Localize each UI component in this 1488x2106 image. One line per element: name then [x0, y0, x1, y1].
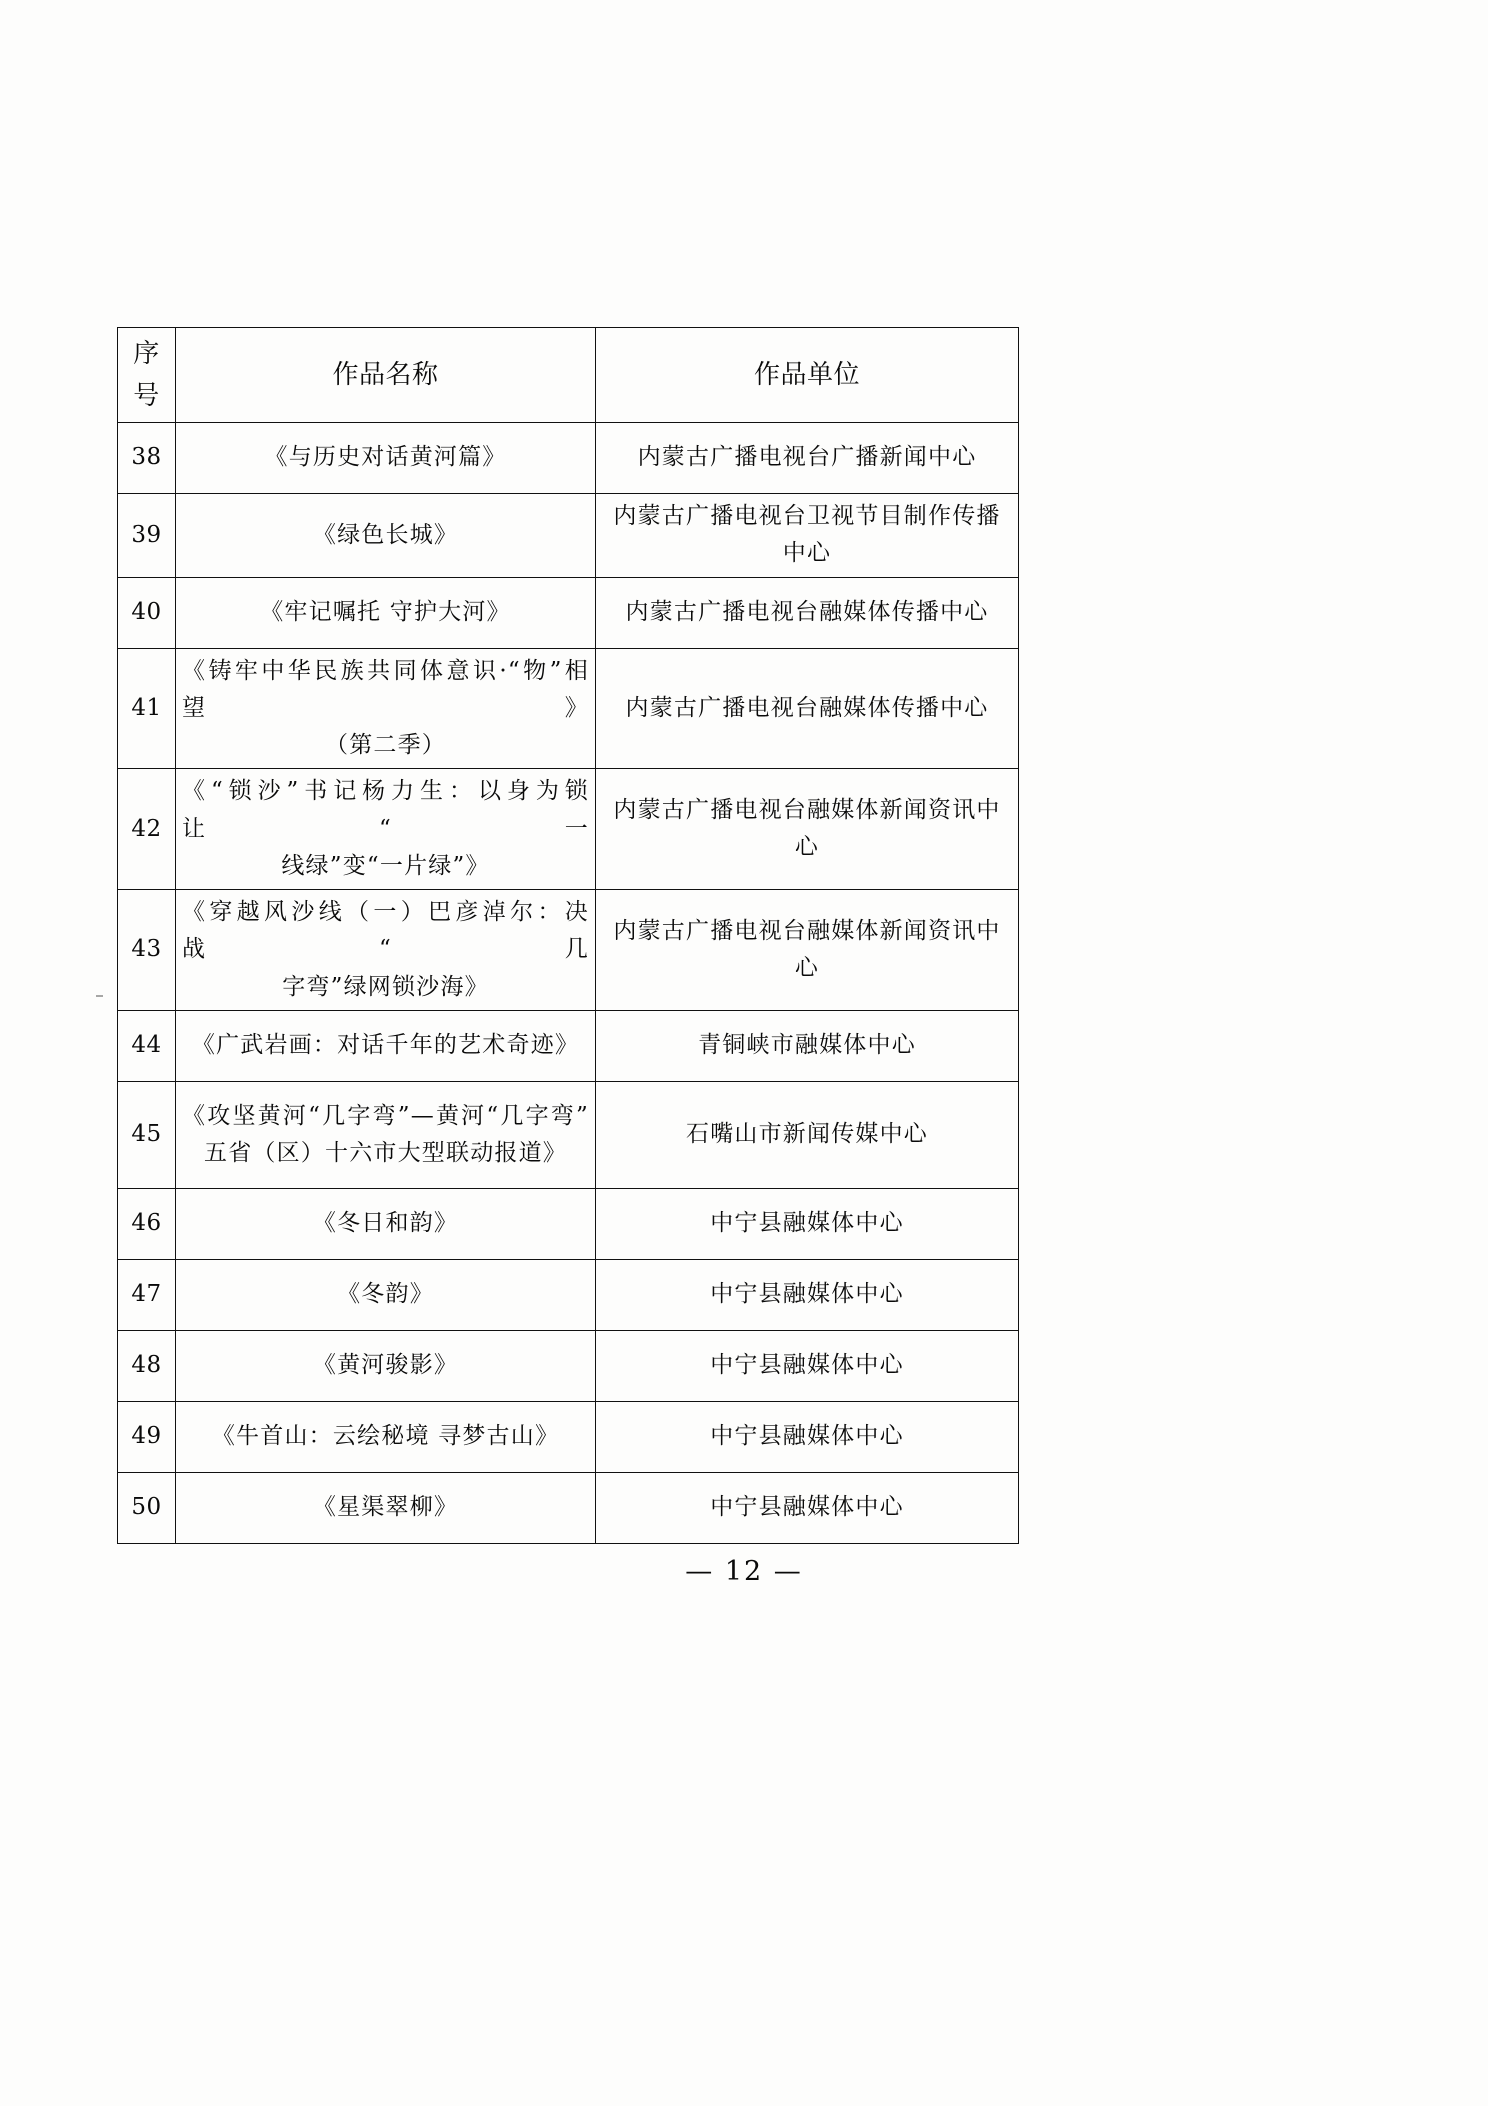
table-row	[118, 1081, 1019, 1188]
title-line-group	[182, 653, 589, 765]
table-row	[118, 1401, 1019, 1472]
cell-work-title: 《黄河骏影》	[176, 1330, 596, 1401]
awards-table-container	[117, 327, 1018, 1544]
cell-index: 40	[118, 577, 176, 648]
title-line: 《铸牢中华民族共同体意识·“物”相望》	[182, 657, 589, 721]
cell-work-title: 《绿色长城》	[176, 494, 596, 578]
cell-work-unit: 中宁县融媒体中心	[596, 1472, 1019, 1543]
table-row	[118, 1330, 1019, 1401]
cell-index: 49	[118, 1401, 176, 1472]
cell-work-unit: 中宁县融媒体中心	[596, 1188, 1019, 1259]
table-header	[118, 328, 1019, 423]
cell-work-title: 《广武岩画：对话千年的艺术奇迹》	[176, 1010, 596, 1081]
table-row	[118, 648, 1019, 769]
cell-work-title: 《冬韵》	[176, 1259, 596, 1330]
table-header-row	[118, 328, 1019, 423]
cell-work-unit: 中宁县融媒体中心	[596, 1401, 1019, 1472]
cell-index: 47	[118, 1259, 176, 1330]
cell-work-title: 《牛首山：云绘秘境 寻梦古山》	[176, 1401, 596, 1472]
scan-artifact	[96, 995, 103, 997]
cell-work-unit: 内蒙古广播电视台融媒体传播中心	[596, 648, 1019, 769]
title-line: 线绿”变“一片绿”》	[281, 852, 490, 879]
table-row	[118, 1010, 1019, 1081]
cell-work-title: 《星渠翠柳》	[176, 1472, 596, 1543]
table-row	[118, 577, 1019, 648]
cell-index: 44	[118, 1010, 176, 1081]
column-header-index: 序号	[118, 328, 176, 423]
cell-work-unit: 中宁县融媒体中心	[596, 1259, 1019, 1330]
cell-index: 46	[118, 1188, 176, 1259]
table-row	[118, 423, 1019, 494]
cell-work-unit: 内蒙古广播电视台融媒体新闻资讯中心	[596, 890, 1019, 1011]
table-row	[118, 769, 1019, 890]
page-footer	[0, 1556, 1488, 1587]
title-line-group	[182, 1098, 589, 1173]
cell-index: 48	[118, 1330, 176, 1401]
cell-work-unit: 内蒙古广播电视台融媒体传播中心	[596, 577, 1019, 648]
cell-work-title: 《与历史对话黄河篇》	[176, 423, 596, 494]
table-row	[118, 890, 1019, 1011]
column-header-unit: 作品单位	[596, 328, 1019, 423]
cell-work-unit: 青铜峡市融媒体中心	[596, 1010, 1019, 1081]
cell-index: 39	[118, 494, 176, 578]
cell-index: 41	[118, 648, 176, 769]
table-row	[118, 1472, 1019, 1543]
cell-work-title: 《冬日和韵》	[176, 1188, 596, 1259]
cell-work-title	[176, 648, 596, 769]
cell-index: 43	[118, 890, 176, 1011]
table-body	[118, 423, 1019, 1544]
cell-work-title: 《牢记嘱托 守护大河》	[176, 577, 596, 648]
title-line: 《“锁沙”书记杨力生：以身为锁 让“一	[182, 778, 589, 842]
cell-work-unit: 中宁县融媒体中心	[596, 1330, 1019, 1401]
table-row	[118, 1259, 1019, 1330]
cell-work-title	[176, 890, 596, 1011]
cell-work-title	[176, 1081, 596, 1188]
title-line-group	[182, 894, 589, 1006]
title-line: 《穿越风沙线（一）巴彦淖尔：决战“几	[182, 899, 589, 963]
cell-index: 38	[118, 423, 176, 494]
column-header-title: 作品名称	[176, 328, 596, 423]
table-row	[118, 494, 1019, 578]
cell-work-unit: 内蒙古广播电视台广播新闻中心	[596, 423, 1019, 494]
cell-index: 42	[118, 769, 176, 890]
title-line: 五省（区）十六市大型联动报道》	[204, 1139, 567, 1166]
title-line-group	[182, 773, 589, 885]
title-line: 《攻坚黄河“几字弯”—黄河“几字弯”	[182, 1102, 589, 1129]
cell-work-unit: 内蒙古广播电视台融媒体新闻资讯中心	[596, 769, 1019, 890]
cell-index: 45	[118, 1081, 176, 1188]
title-line: （第二季）	[325, 732, 446, 758]
title-line: 字弯”绿网锁沙海》	[282, 973, 489, 1000]
cell-index: 50	[118, 1472, 176, 1543]
cell-work-title	[176, 769, 596, 890]
table-row	[118, 1188, 1019, 1259]
cell-work-unit: 内蒙古广播电视台卫视节目制作传播中心	[596, 494, 1019, 578]
cell-work-unit: 石嘴山市新闻传媒中心	[596, 1081, 1019, 1188]
awards-table	[117, 327, 1019, 1544]
page-number: — 12 —	[685, 1556, 803, 1587]
